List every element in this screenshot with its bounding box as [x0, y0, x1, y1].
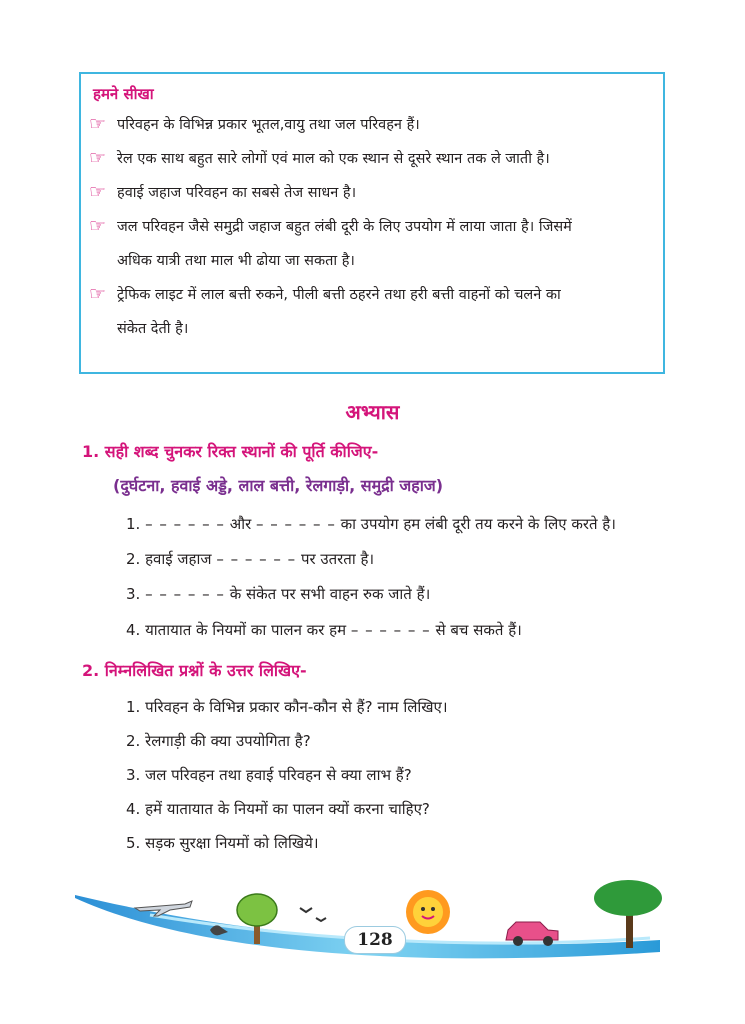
item-number: 2.	[126, 550, 141, 568]
pointing-hand-icon: ☞	[89, 181, 107, 203]
pointing-hand-icon: ☞	[89, 113, 107, 135]
summary-point-text: अधिक यात्री तथा माल भी ढोया जा सकता है।	[117, 253, 355, 269]
item-text: हवाई जहाज	[145, 550, 212, 568]
bird-icon	[300, 908, 312, 912]
sun-icon	[406, 890, 450, 934]
item-text: यातायात के नियमों का पालन कर हम	[145, 621, 347, 639]
summary-point-text: रेल एक साथ बहुत सारे लोगों एवं माल को एक स्थान से दूसरे स्थान तक ले जाती है।	[117, 151, 550, 167]
summary-point	[89, 108, 653, 142]
question-item: 5. सड़क सुरक्षा नियमों को लिखिये।	[126, 834, 319, 852]
summary-point	[89, 176, 653, 210]
fill-blank-item	[126, 620, 522, 640]
item-text: का उपयोग हम लंबी दूरी तय करने के लिए करते है।	[340, 515, 616, 533]
blank: – – – – – –	[145, 515, 225, 533]
item-number: 1.	[126, 515, 141, 533]
item-text: पर उतरता है।	[300, 550, 375, 568]
summary-point-text: हवाई जहाज परिवहन का सबसे तेज साधन है।	[117, 185, 357, 201]
question-2-title: 2. निम्नलिखित प्रश्नों के उत्तर लिखिए-	[82, 661, 307, 680]
item-text: और	[229, 515, 252, 533]
blank: – – – – – –	[216, 550, 297, 568]
fill-blank-item	[126, 549, 374, 569]
question-item: 4. हमें यातायात के नियमों का पालन क्यों करना चाहिए?	[126, 800, 430, 818]
blank: – – – – – –	[350, 621, 431, 639]
summary-point-text: संकेत देती है।	[117, 321, 189, 337]
question-1-title: 1. सही शब्द चुनकर रिक्त स्थानों की पूर्ति कीजिए-	[82, 442, 379, 461]
question-item: 2. रेलगाड़ी की क्या उपयोगिता है?	[126, 732, 311, 750]
pointing-hand-icon: ☞	[89, 215, 107, 237]
item-text: से बच सकते हैं।	[435, 621, 522, 639]
question-item: 3. जल परिवहन तथा हवाई परिवहन से क्या लाभ हैं?	[126, 766, 412, 784]
pointing-hand-icon: ☞	[89, 283, 107, 305]
word-bank: (दुर्घटना, हवाई अड्डे, लाल बत्ती, रेलगाड़ी, समुद्री जहाज)	[113, 476, 444, 495]
summary-title: हमने सीखा	[93, 85, 154, 103]
summary-point-text: परिवहन के विभिन्न प्रकार भूतल,वायु तथा जल परिवहन हैं।	[117, 117, 420, 133]
pointing-hand-icon: ☞	[89, 147, 107, 169]
bird-icon	[316, 918, 326, 921]
summary-point	[89, 278, 653, 346]
summary-point	[89, 142, 653, 176]
summary-point	[89, 210, 653, 278]
summary-point-text: ट्रेफिक लाइट में लाल बत्ती रुकने, पीली बत्ती ठहरने तथा हरी बत्ती वाहनों को चलने का	[117, 287, 561, 303]
item-text: के संकेत पर सभी वाहन रुक जाते हैं।	[229, 585, 431, 603]
tree-icon	[594, 880, 662, 948]
blank: – – – – – –	[255, 515, 336, 533]
exercise-heading: अभ्यास	[345, 400, 400, 424]
question-item: 1. परिवहन के विभिन्न प्रकार कौन-कौन से हैं? नाम लिखिए।	[126, 698, 448, 716]
blank: – – – – – –	[145, 585, 225, 603]
item-number: 4.	[126, 621, 141, 639]
fill-blank-item	[126, 514, 616, 534]
summary-point-text: जल परिवहन जैसे समुद्री जहाज बहुत लंबी दूरी के लिए उपयोग में लाया जाता है। जिसमें	[117, 219, 572, 235]
fill-blank-item	[126, 584, 430, 604]
summary-box	[79, 72, 665, 374]
page-number: 128	[344, 926, 406, 954]
item-number: 3.	[126, 585, 141, 603]
